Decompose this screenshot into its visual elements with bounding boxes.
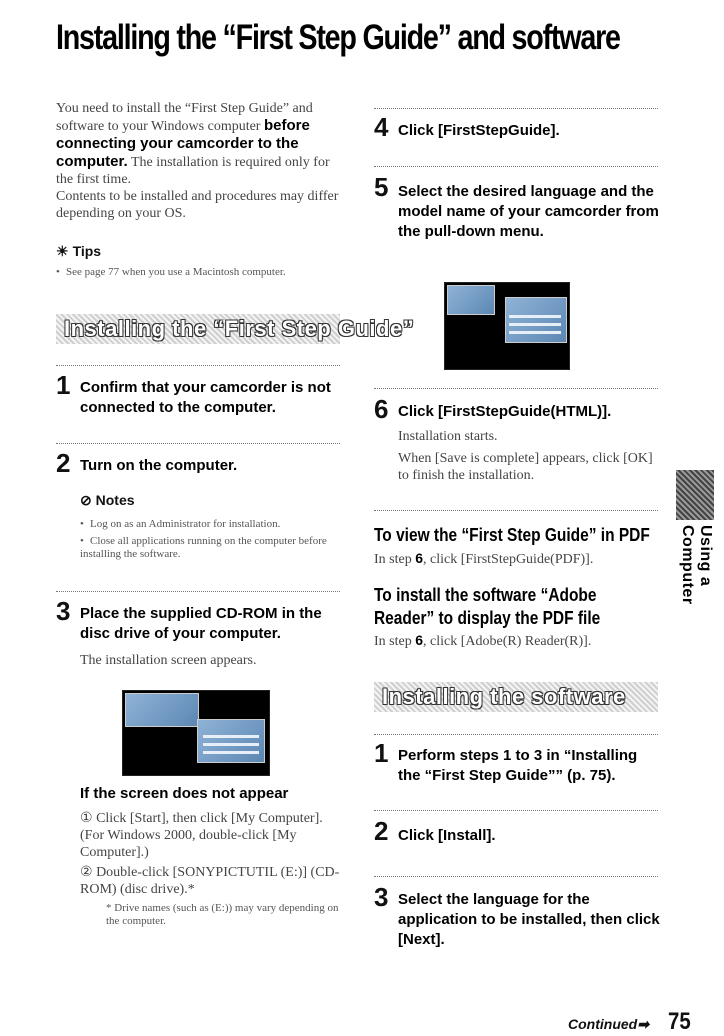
step-number: 2 xyxy=(56,448,71,478)
divider xyxy=(374,810,658,811)
divider xyxy=(56,443,340,444)
tips-item: • See page 77 when you use a Macintosh computer. xyxy=(56,266,286,278)
intro-text-2: Contents to be installed and procedures may differ depending on your OS. xyxy=(56,189,339,221)
warning-icon: ⊘ xyxy=(80,492,92,508)
pdf-body: In step 6, click [FirstStepGuide(PDF)]. xyxy=(374,550,594,567)
step-number: 2 xyxy=(374,816,389,846)
step-number: 5 xyxy=(374,172,389,202)
step-title: Place the supplied CD-ROM in the disc drive of your computer. xyxy=(80,605,322,642)
divider xyxy=(374,388,658,389)
step-title: Perform steps 1 to 3 in “Installing the “First Step Guide”” (p. 75). xyxy=(398,747,638,784)
intro-paragraph xyxy=(56,100,346,222)
no-screen-heading: If the screen does not appear xyxy=(80,785,289,802)
step-title: Click [FirstStepGuide]. xyxy=(398,122,560,139)
section-banner-software: Installing the software xyxy=(374,682,658,712)
divider xyxy=(374,510,658,511)
section-banner-first-step-guide: Installing the “First Step Guide” xyxy=(56,314,340,344)
divider xyxy=(374,108,658,109)
tips-heading: ☀ Tips xyxy=(56,243,102,259)
side-tab-label: Using a Computer xyxy=(679,525,714,605)
adobe-heading-2: Reader” to display the PDF file xyxy=(374,608,601,628)
step-body: When [Save is complete] appears, click [OK] to finish the installation. xyxy=(398,451,653,483)
divider xyxy=(56,365,340,366)
pdf-heading: To view the “First Step Guide” in PDF xyxy=(374,525,650,545)
divider xyxy=(374,166,658,167)
step-title: Confirm that your camcorder is not connected to the computer. xyxy=(80,379,331,416)
step-title: Click [Install]. xyxy=(398,827,496,844)
step-number: 6 xyxy=(374,394,389,424)
divider xyxy=(56,591,340,592)
step-body: The installation screen appears. xyxy=(80,653,257,668)
step-title: Click [FirstStepGuide(HTML)]. xyxy=(398,403,612,420)
divider xyxy=(374,734,658,735)
page-number: 75 xyxy=(668,1008,691,1035)
adobe-heading-1: To install the software “Adobe xyxy=(374,585,597,605)
no-screen-item: ① Click [Start], then click [My Computer]. (For Windows 2000, double-click [My Computer].) xyxy=(80,811,323,860)
step-title: Select the language for the application to be installed, then click [Next]. xyxy=(398,891,660,948)
intro-text-c: The installation is required only for the first time. xyxy=(56,155,330,187)
notes-item: • Close all applications running on the computer before installing the software. xyxy=(80,535,327,560)
step-number: 1 xyxy=(374,738,389,768)
adobe-body: In step 6, click [Adobe(R) Reader(R)]. xyxy=(374,632,592,649)
step-number: 3 xyxy=(56,596,71,626)
notes-heading: ⊘ Notes xyxy=(80,492,135,508)
step-title: Select the desired language and the model name of your camcorder from the pull-down menu. xyxy=(398,183,659,240)
intro-text-a: You need to install the “First Step Guide” and software to your Windows computer xyxy=(56,101,313,134)
lightbulb-icon: ☀ xyxy=(56,243,69,259)
footnote: * Drive names (such as (E:)) may vary depending on the computer. xyxy=(106,902,339,927)
side-tab-marker xyxy=(676,470,714,520)
continued-label: Continued➡ xyxy=(568,1016,649,1032)
no-screen-item: ② Double-click [SONYPICTUTIL (E:)] (CD-ROM) (disc drive).* xyxy=(80,865,340,897)
step-title: Turn on the computer. xyxy=(80,457,238,474)
intro-emphasis: before connecting your camcorder to the computer. xyxy=(56,117,310,170)
installation-screen-image xyxy=(122,690,270,776)
divider xyxy=(374,876,658,877)
step-number: 3 xyxy=(374,882,389,912)
step-number: 4 xyxy=(374,112,389,142)
notes-item: • Log on as an Administrator for installation. xyxy=(80,518,281,530)
step-number: 1 xyxy=(56,370,71,400)
language-selection-image xyxy=(444,282,570,370)
step-body: Installation starts. xyxy=(398,429,498,444)
arrow-right-icon: ➡ xyxy=(637,1016,649,1032)
page-title: Installing the “First Step Guide” and software xyxy=(56,18,620,57)
